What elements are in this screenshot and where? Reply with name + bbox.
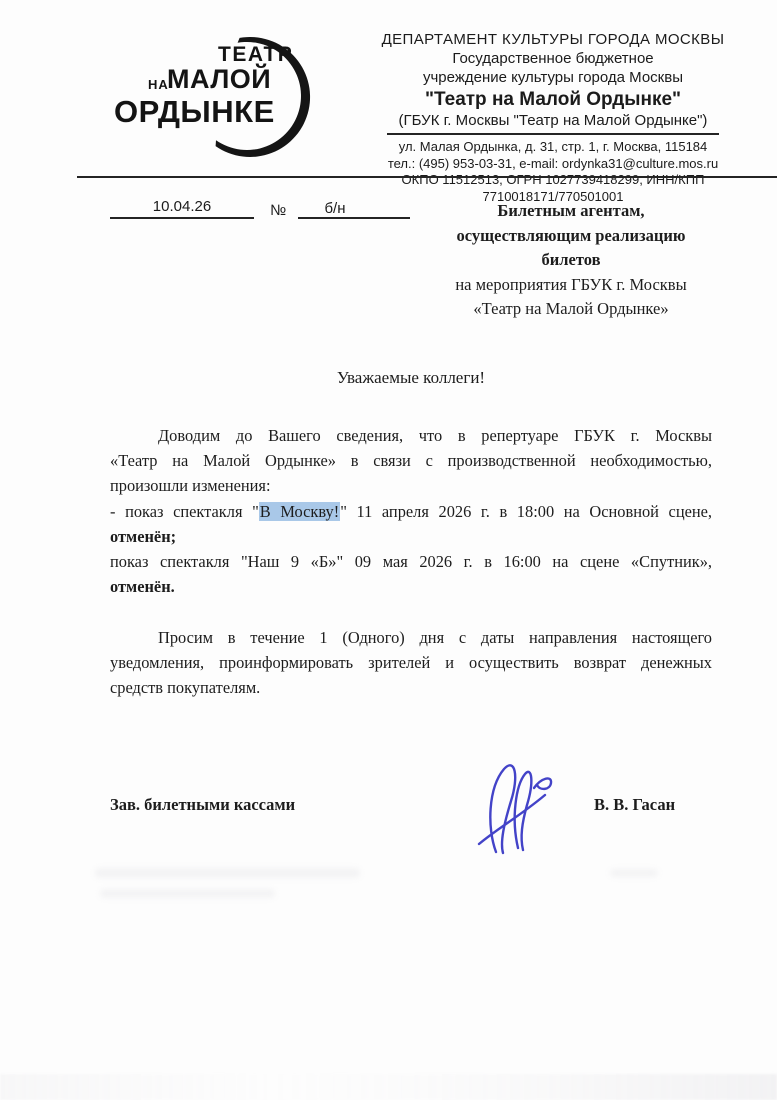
org-address: ул. Малая Ордынка, д. 31, стр. 1, г. Москва, 115184	[398, 139, 708, 154]
body-paragraph-2	[110, 625, 712, 701]
handwritten-signature	[466, 756, 560, 858]
reference-row	[110, 198, 410, 219]
logo-text-na: НА	[148, 77, 169, 92]
letter-date: 10.04.26	[110, 198, 254, 219]
cancel1-prefix: - показ спектакля "	[110, 501, 259, 521]
bleedthrough-artifact	[95, 868, 360, 878]
org-type-line2: учреждение культуры города Москвы	[422, 69, 683, 86]
cancel1-status: отменён;	[110, 526, 177, 546]
recipient-line: Билетным агентам,	[497, 201, 645, 220]
signer-name: В. В. Гасан	[594, 795, 676, 814]
number-sign: №	[270, 202, 287, 219]
recipient-block	[425, 199, 717, 322]
body-paragraph-1	[110, 423, 712, 599]
paragraph-line: произошли изменения:	[110, 476, 271, 496]
org-name: "Театр на Малой Ордынке"	[424, 89, 682, 110]
org-header	[330, 30, 776, 205]
recipient-line: «Театр на Малой Ордынке»	[473, 299, 669, 318]
paragraph-line: уведомления, проинформировать зрителей и осуществить возврат денежных	[110, 653, 712, 673]
cancellation-line-2: показ спектакля "Наш 9 «Б»" 09 мая 2026 г. в 16:00 на сцене «Спутник»,	[110, 551, 712, 571]
theater-logo	[110, 28, 325, 170]
cancel1-suffix: " 11 апреля 2026 г. в 18:00 на Основной сцене,	[340, 501, 713, 521]
bleedthrough-artifact	[100, 889, 275, 898]
logo-text-maloy: МАЛОЙ	[167, 64, 272, 94]
salutation: Уважаемые коллеги!	[336, 368, 486, 387]
logo-text-teatr: ТЕАТР	[218, 43, 294, 66]
letter-number: б/н	[298, 200, 410, 219]
selected-text-highlight[interactable]: В Москву!	[259, 501, 340, 521]
org-department: ДЕПАРТАМЕНТ КУЛЬТУРЫ ГОРОДА МОСКВЫ	[381, 31, 725, 48]
org-type-line1: Государственное бюджетное	[452, 50, 654, 67]
cancel2-status: отменён.	[110, 577, 175, 597]
paragraph-line: средств покупателям.	[110, 678, 261, 698]
org-full-name: (ГБУК г. Москвы "Театр на Малой Ордынке")	[398, 112, 708, 129]
recipient-line: на мероприятия ГБУК г. Москвы	[455, 274, 687, 294]
header-rule	[77, 176, 777, 178]
paragraph-line: Доводим до Вашего сведения, что в репертуаре ГБУК г. Москвы	[158, 426, 712, 445]
org-divider	[387, 133, 719, 135]
recipient-line: билетов	[541, 250, 601, 269]
signer-title: Зав. билетными кассами	[110, 795, 296, 814]
logo-text-ordynke: ОРДЫНКЕ	[114, 94, 275, 129]
bleedthrough-artifact	[610, 869, 658, 877]
org-codes: ОКПО 11512513, ОГРН 1027739418299, ИНН/КПП 7710018171/770501001	[401, 172, 705, 204]
paragraph-line: «Театр на Малой Ордынке» в связи с производственной необходимостью,	[110, 451, 712, 471]
paragraph-line: Просим в течение 1 (Одного) дня с даты направления настоящего	[158, 628, 712, 647]
recipient-line: осуществляющим реализацию	[456, 225, 686, 245]
org-contacts: тел.: (495) 953-03-31, e-mail: ordynka31@culture.mos.ru	[387, 155, 719, 171]
scan-edge-noise	[0, 1074, 777, 1100]
cancellation-line-1	[110, 499, 712, 524]
